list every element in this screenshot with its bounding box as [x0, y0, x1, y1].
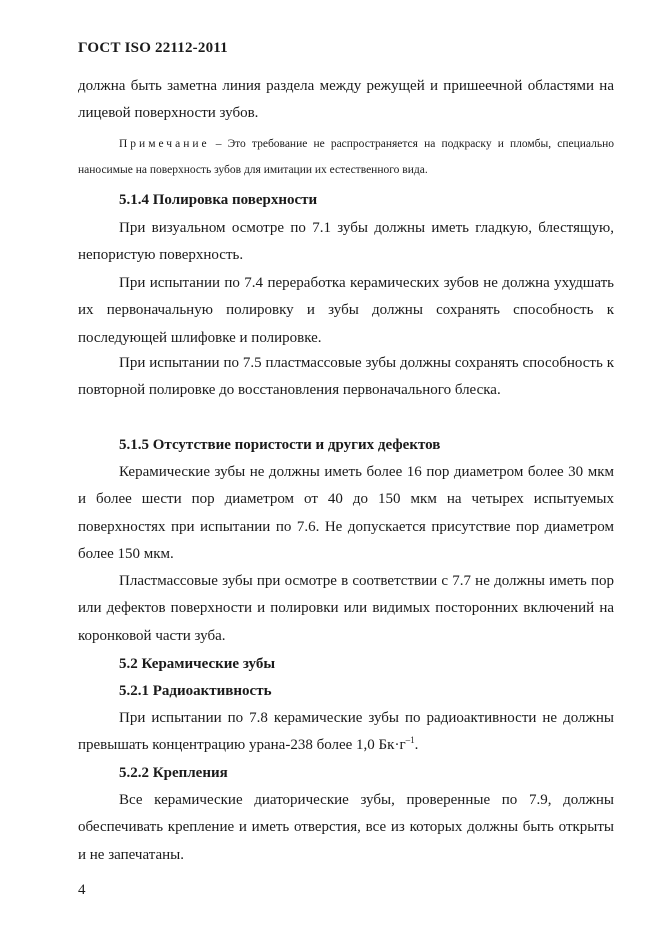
heading-5-2-1: 5.2.1 Радиоактивность: [119, 683, 272, 699]
paragraph-5-1-4-3: При испытании по 7.5 пластмассовые зубы должны сохранять способность к повторной полировке до восстановления первоначального блеска.: [78, 355, 614, 399]
note-label: Примечание: [119, 138, 210, 150]
paragraph-5-2-1-text: При испытании по 7.8 керамические зубы по радиоактивности не должны превышать концентрацию урана-238 более 1,0 Бк·г: [78, 710, 614, 754]
paragraph-5-1-4-2: При испытании по 7.4 переработка керамических зубов не должна ухудшать их первоначальную полировку и зубы должны сохранять способность к последующей шлифовке и полировке.: [78, 275, 614, 346]
heading-5-1-4: 5.1.4 Полировка поверхности: [119, 192, 318, 208]
paragraph-5-2-1-end: .: [414, 737, 419, 754]
paragraph-5-1-5-1: Керамические зубы не должны иметь более 16 пор диаметром более 30 мкм и более шести пор диаметром от 40 до 150 мкм на четырех испытуемых поверхностях при испытании по 7.6. Не допускается присутствие пор диаметром более 150 мкм.: [78, 464, 614, 562]
paragraph-intro: должна быть заметна линия раздела между режущей и пришеечной областями на лицевой поверхности зубов.: [78, 78, 614, 122]
heading-5-2: 5.2 Керамические зубы: [119, 656, 276, 672]
paragraph-5-2-1-1: [78, 705, 614, 760]
paragraph-5-2-2-1: Все керамические диаторические зубы, проверенные по 7.9, должны обеспечивать крепление и иметь отверстия, все из которых должны быть открыты и не запечатаны.: [78, 792, 614, 863]
note-text: – Это требование не распространяется на подкраску и пломбы, специально наносимые на поверхность зубов для имитации их естественного вида.: [78, 138, 614, 176]
page-number: 4: [78, 882, 86, 898]
paragraph-5-1-4-1: При визуальном осмотре по 7.1 зубы должны иметь гладкую, блестящую, непористую поверхность.: [78, 220, 614, 264]
heading-5-1-5: 5.1.5 Отсутствие пористости и других дефектов: [119, 437, 441, 453]
paragraph-5-1-5-2: Пластмассовые зубы при осмотре в соответствии с 7.7 не должны иметь пор или дефектов поверхности и полировки или видимых посторонних включений на коронковой части зуба.: [78, 573, 614, 644]
note: [78, 131, 614, 183]
exponent: –1: [405, 735, 415, 746]
heading-5-2-2: 5.2.2 Крепления: [119, 765, 228, 781]
document-header: ГОСТ ISO 22112-2011: [78, 40, 228, 56]
